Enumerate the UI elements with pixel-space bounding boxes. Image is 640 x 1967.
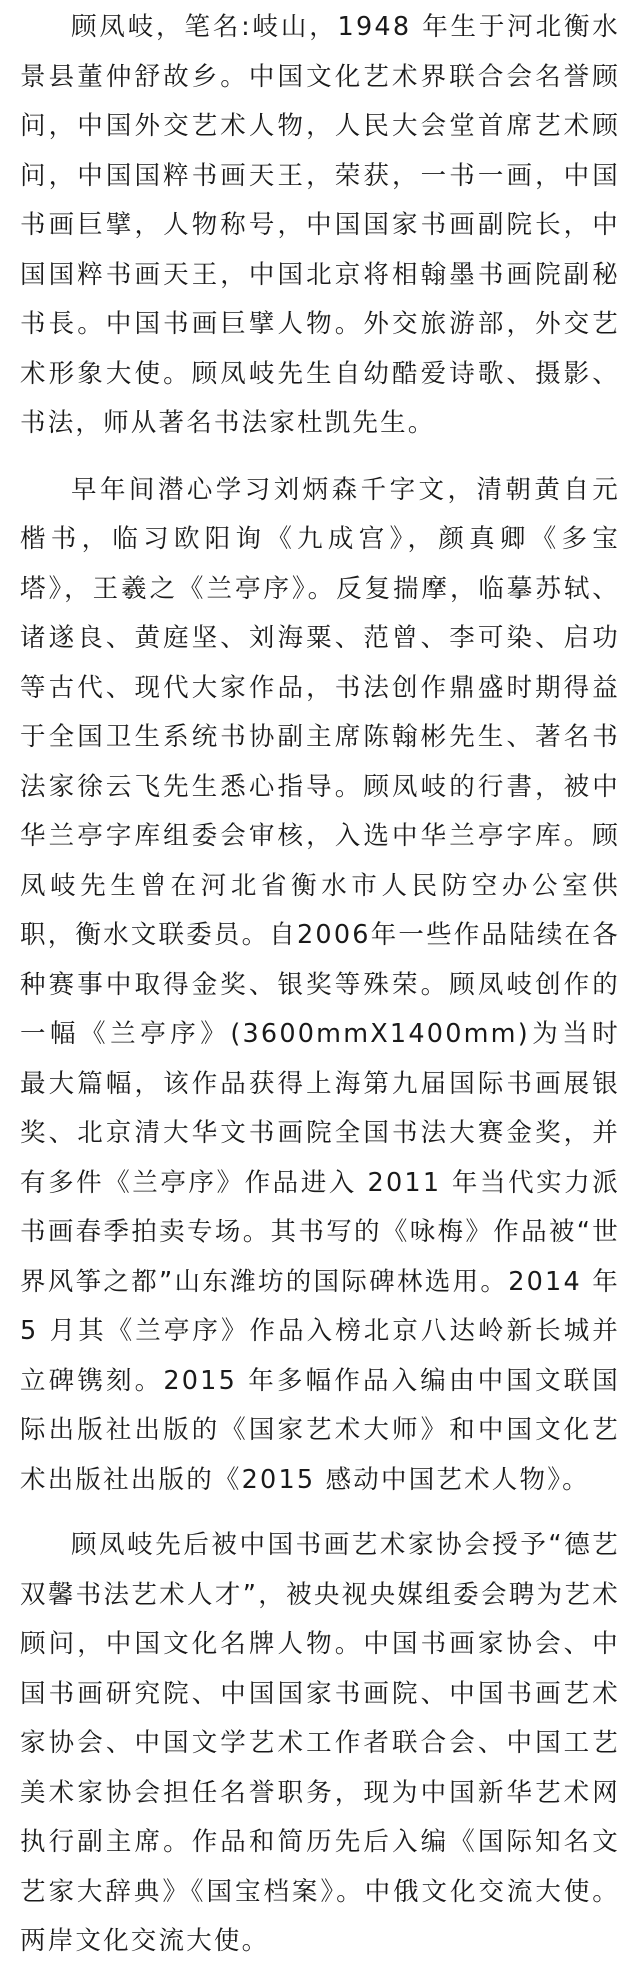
- paragraph-honors-and-titles: 顾凤岐先后被中国书画艺术家协会授予“德艺双馨书法艺术人才”，被央视央媒组委会聘为艺术顾问，中国文化名牌人物。中国书画家协会、中国书画研究院、中国国家书画院、中国书画艺术家协会、中国文学艺术工作者联合会、中国工艺美术家协会担任名誉职务，现为中国新华艺术网执行副主席。作品和简历先后入编《国际知名文艺家大辞典》《国宝档案》。中俄文化交流大使。两岸文化交流大使。: [20, 1530, 620, 1956]
- paragraph-study-and-awards: 早年间潜心学习刘炳森千字文，清朝黄自元楷书，临习欧阳询《九成宫》，颜真卿《多宝塔》，王羲之《兰亭序》。反复揣摩，临摹苏轼、诸遂良、黄庭坚、刘海粟、范曾、李可染、启功等古代、现代大家作品，书法创作鼎盛时期得益于全国卫生系统书协副主席陈翰彬先生、著名书法家徐云飞先生悉心指导。顾凤岐的行書，被中华兰亭字库组委会审核，入选中华兰亭字库。顾凤岐先生曾在河北省衡水市人民防空办公室供职，衡水文联委员。自2006年一些作品陆续在各种赛事中取得金奖、银奖等殊荣。顾凤岐创作的一幅《兰亭序》(3600mmX1400mm)为当时最大篇幅，该作品获得上海第九届国际书画展银奖、北京清大华文书画院全国书法大赛金奖，并有多件《兰亭序》作品进入 2011 年当代实力派书画春季拍卖专场。其书写的《咏梅》作品被“世界风筝之都”山东潍坊的国际碑林选用。2014 年 5 月其《兰亭序》作品入榜北京八达岭新长城并立碑镌刻。2015 年多幅作品入编由中国文联国际出版社出版的《国家艺术大师》和中国文化艺术出版社出版的《2015 感动中国艺术人物》。: [20, 474, 620, 1495]
- paragraph-biography-intro: 顾凤岐，笔名:岐山，1948 年生于河北衡水景县董仲舒故乡。中国文化艺术界联合会名誉顾问，中国外交艺术人物，人民大会堂首席艺术顾问，中国国粹书画天王，荣获，一书一画，中国书画巨擘，人物称号，中国国家书画副院长，中国国粹书画天王，中国北京将相翰墨书画院副秘书長。中国书画巨擘人物。外交旅游部，外交艺术形象大使。顾凤岐先生自幼酷爱诗歌、摄影、书法，师从著名书法家杜凯先生。: [20, 12, 620, 438]
